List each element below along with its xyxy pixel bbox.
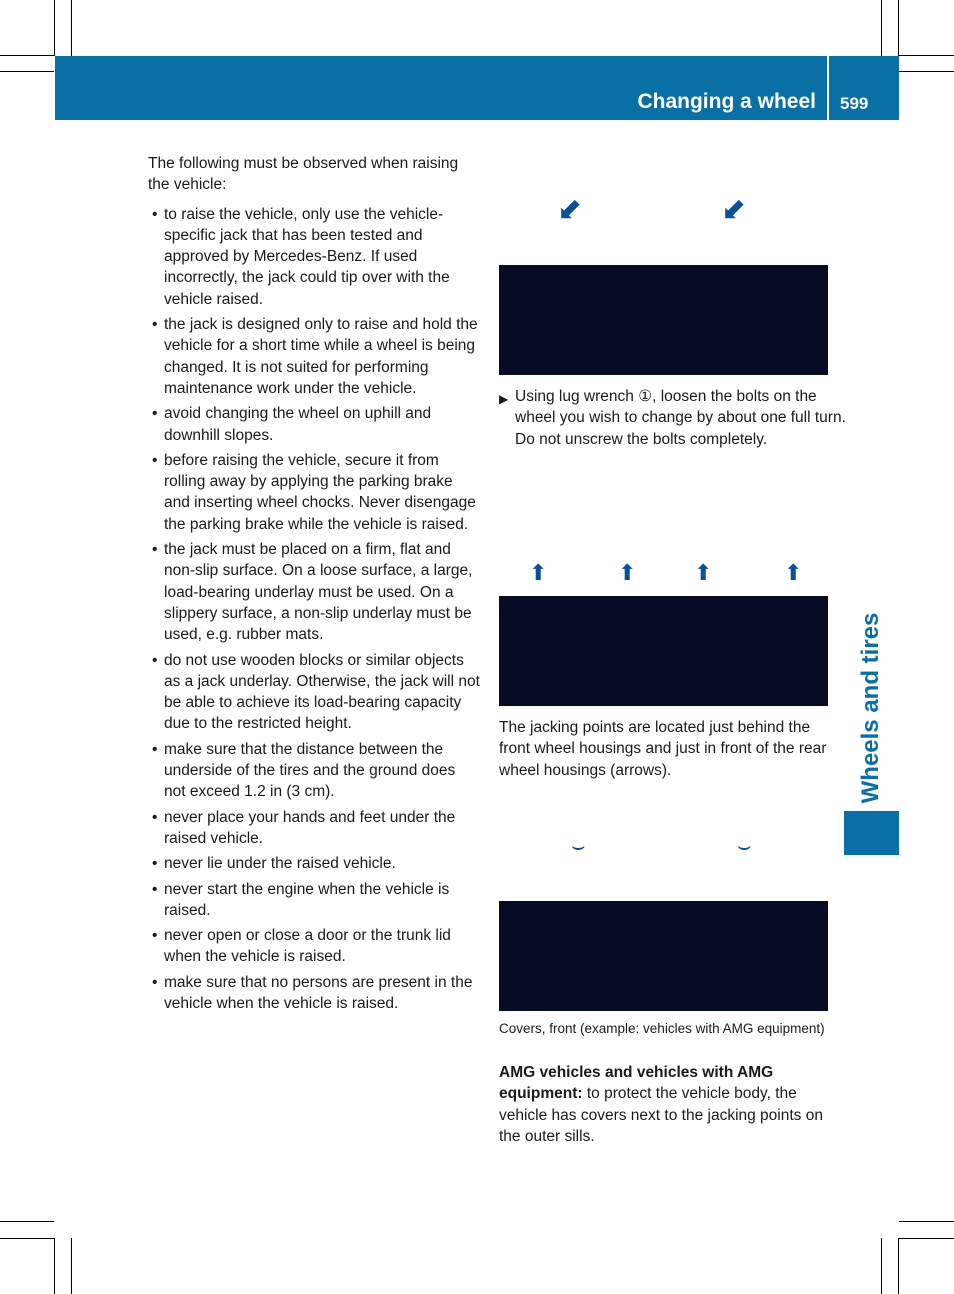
left-column: [148, 153, 480, 1018]
list-item: • the jack is designed only to raise and hold the vehicle for a short time while a wheel is being changed. It is not suited for performing maintenance work under the vehicle.: [148, 314, 480, 399]
list-item: • to raise the vehicle, only use the vehicle-specific jack that has been tested and approved by Mercedes-Benz. If used incorrectly, the jack could tip over with the vehicle raised.: [148, 204, 480, 310]
figure-image-area: [499, 901, 828, 1011]
arrow-icon: ⬋: [557, 193, 583, 226]
amg-paragraph: [499, 1062, 831, 1147]
jacking-points-text: The jacking points are located just behind the front wheel housings and just in front of the rear wheel housings (arrows).: [499, 719, 827, 779]
side-tab-label: Wheels and tires: [857, 612, 884, 804]
side-tab-marker: [844, 811, 899, 855]
crop-mark: [0, 1238, 54, 1239]
arrow-icon: ⬆: [784, 560, 803, 585]
precautions-list: [148, 204, 480, 1015]
amg-heading: AMG vehicles and vehicles with AMG equipment:: [499, 1064, 774, 1103]
crop-mark: [881, 0, 882, 56]
list-item: • make sure that the distance between the underside of the tires and the ground does not exceed 1.2 in (3 cm).: [148, 739, 480, 803]
crop-mark: [881, 1238, 882, 1294]
list-item: • never open or close a door or the trunk lid when the vehicle is raised.: [148, 925, 480, 968]
figure-image-area: [499, 265, 828, 375]
arrow-icon: ⬋: [721, 193, 747, 226]
crop-mark: [899, 71, 954, 72]
crop-mark: [71, 0, 72, 56]
crop-mark: [54, 0, 55, 56]
figure-image-area: [499, 596, 828, 706]
intro-text: The following must be observed when raising the vehicle:: [148, 155, 459, 194]
list-item: • never lie under the raised vehicle.: [148, 853, 480, 874]
arrow-icon: ⌣: [571, 833, 586, 858]
crop-mark: [899, 1238, 954, 1239]
crop-mark: [898, 0, 899, 56]
arrow-icon: ⌣: [737, 833, 752, 858]
list-item: • make sure that no persons are present in the vehicle when the vehicle is raised.: [148, 972, 480, 1015]
crop-mark: [898, 1238, 899, 1294]
crop-mark: [0, 55, 54, 56]
section-title: Changing a wheel: [637, 90, 816, 113]
arrow-icon: ⬆: [618, 560, 637, 585]
figure-lug-wrench: [499, 155, 828, 375]
page-number: 599: [840, 94, 869, 113]
list-item: • do not use wooden blocks or similar objects as a jack underlay. Otherwise, the jack will not be able to achieve its load-bearing capacity due to the restricted height.: [148, 650, 480, 735]
arrow-icon: ⬆: [529, 560, 548, 585]
figure-covers: [499, 791, 828, 1011]
list-item: • the jack must be placed on a firm, flat and non-slip surface. On a loose surface, a large, load-bearing underlay must be used. On a slippery surface, a non-slip underlay must be used, e.g. rubber mats.: [148, 539, 480, 645]
amg-text: to protect the vehicle body, the vehicle has covers next to the jacking points on the outer sills.: [499, 1085, 823, 1145]
crop-mark: [0, 1221, 54, 1222]
figure-caption: Covers, front (example: vehicles with AMG equipment): [499, 1021, 825, 1036]
header-divider: [827, 56, 829, 120]
instruction-step: [499, 386, 847, 450]
crop-mark: [899, 55, 954, 56]
list-item: • before raising the vehicle, secure it from rolling away by applying the parking brake and inserting wheel chocks. Never disengage the parking brake while the vehicle is raised.: [148, 450, 480, 535]
crop-mark: [71, 1238, 72, 1294]
crop-mark: [899, 1221, 954, 1222]
arrow-icon: ⬆: [694, 560, 713, 585]
crop-mark: [54, 1238, 55, 1294]
step-marker-icon: ▶: [499, 392, 509, 406]
list-item: • never place your hands and feet under the raised vehicle.: [148, 807, 480, 850]
figure-jacking-points: [499, 486, 828, 706]
crop-mark: [0, 71, 54, 72]
list-item: • avoid changing the wheel on uphill and downhill slopes.: [148, 403, 480, 446]
step-text: Using lug wrench ①, loosen the bolts on the wheel you wish to change by about one full turn. Do not unscrew the bolts completely.: [515, 388, 846, 448]
list-item: • never start the engine when the vehicle is raised.: [148, 879, 480, 922]
